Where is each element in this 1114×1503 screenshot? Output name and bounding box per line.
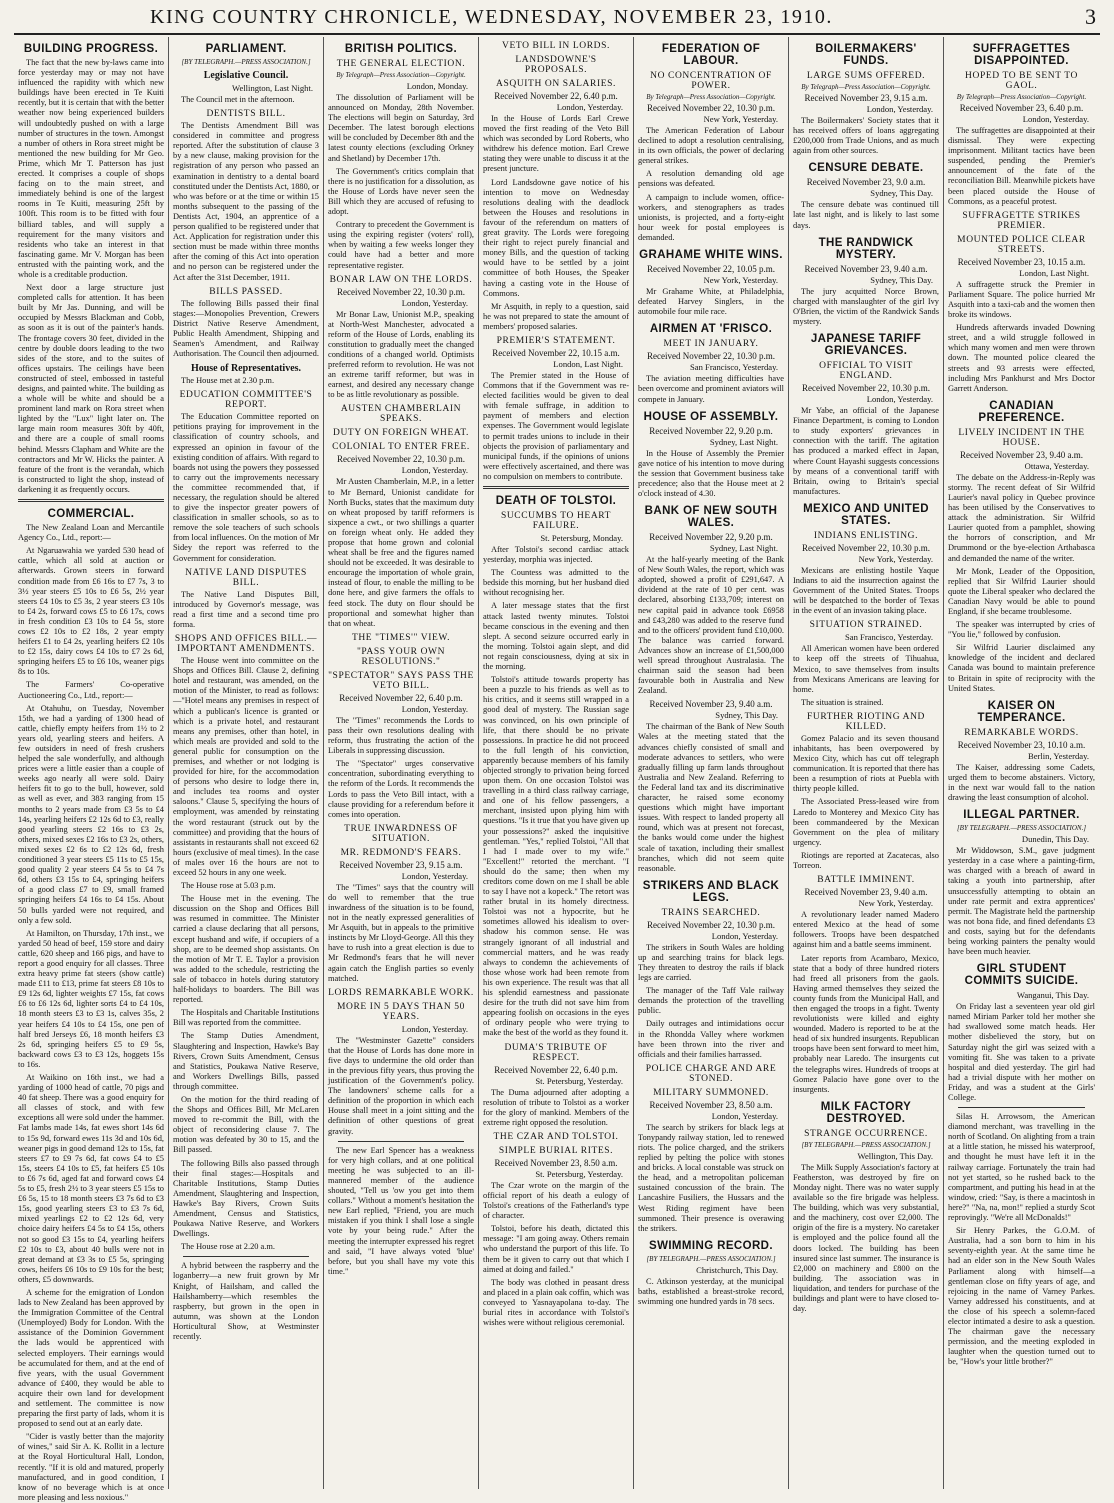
byline: [BY TELEGRAPH.—PRESS ASSOCIATION.] (956, 824, 1087, 833)
byline: By Telegraph—Press Association—Copyright. (956, 93, 1087, 101)
article-paragraph: The Native Land Disputes Bill, introduced by Governor's message, was read a first time and a second time pro forma. (173, 589, 319, 629)
dateline: Sydney, Last Night. (709, 543, 778, 554)
dateline: London, Yesterday. (401, 297, 468, 308)
article-paragraph: The House met at 2.30 p.m. (181, 376, 275, 386)
article-paragraph: The Hospitals and Charitable Institutions Bill was reported from the committee. (173, 1008, 319, 1028)
subhead: THE "TIMES'" VIEW. (351, 632, 451, 643)
received-line: Received November 22, 10.30 p.m. (647, 103, 775, 113)
column-7 (944, 37, 1099, 1489)
dateline: London, Last Night. (553, 358, 623, 369)
column-3 (324, 37, 479, 1489)
subhead: LORDS REMARKABLE WORK. (328, 987, 474, 998)
section-divider (483, 486, 629, 489)
headline-mexico-and-us: MEXICO AND UNITED STATES. (803, 502, 929, 527)
article-paragraph: The "Times" recommends the Lords to pass their own resolutions dealing with reform, thus frustrating the action of the Liberals in suppressing discussion. (328, 715, 474, 756)
article-paragraph: Next door a large structure just completed calls for attention. It has been built by Mr Jas. Dunning, and will be occupied by Messrs Blackman and Cobb, as soon as it is out of the painter's hands. The frontage covers 30 feet, divided in the centre by double doors leading to the two sides of the store, and to the suites of offices upstairs. The ceilings have been constructed of steel, embossed in tasteful designs, and painted white. The building as a whole will be white and should be a prominent land mark on Rora street when lighted by the "Lux" light later on. The large main room measures 30ft by 40ft, and there are a couple of small rooms behind. Messrs Clapham and White are the contractors and Mr W. Hicks the painter. A feature of the front is the verandah, which is constructed to light the shop, instead of darkening it as frequently occurs. (18, 283, 164, 494)
byline: By Telegraph—Press Association—Copyright. (801, 83, 931, 91)
received-line: Received November 23, 9.40 a.m. (804, 887, 928, 898)
article-paragraph: Tolstoi's attitude towards property has been a puzzle to his friends as well as to his critics, and it seems still wrapped in a good deal of mystery. The Russian sage was convinced, on his own principle of life, that there should be no private possessions. In practice he did not proceed to the full length of his conviction, apparently because members of his family objected strongly to privation being forced upon them. On one occasion Tolstoi was travelling in a third class railway carriage, and one of his fellow passengers, a merchant, insisted upon plying him with questions. "Is it true that you have given up your possessions?" asked the inquisitive gentleman. "Yes," replied Tolstoi, "All that I had I made over to my wife." "Excellent!" retorted the merchant. "I should do the same; then when my creditors come down on me I shall be able to say I have not a kopeck." The retort was rather brutal in its homely directness. Tolstoi was not a hypocrite, but he sometimes allowed his idealism to over-shadow his common sense. He was strangely ignorant of all industrial and commercial matters, and he was ready always to condemn the achievements of those whose work had been remote from his own experience. The result was that all his splendid earnestness and passionate desire for the truth did not save him from appearing foolish on occasions in the eyes of ordinary people who were trying to make the best of the world as they found it. (483, 675, 629, 1038)
article-paragraph: The Government's critics complain that there is no justification for a dissolution, as the House of Lords have never seen the Bill which they are accused of refusing to adopt. (328, 166, 474, 217)
article-paragraph: The Associated Press-leased wire from Laredo to Monterey and Mexico City has been commandeered by the Mexican Government on the plea of military urgency. (793, 797, 939, 847)
headline-kaiser-on-temperance: KAISER ON TEMPERANCE. (977, 699, 1066, 724)
subhead: NATIVE LAND DISPUTES BILL. (185, 567, 307, 588)
article-paragraph: Silas H. Arrowsom, the American diamond merchant, was travelling in the north of Scotland. On alighting from a train at a little station, he missed his waterproof, and thought he must have left it in the railway carriage. Fortunately the train had not yet started, so he rushed back to the compartment, and putting his head in at the window, cried: "Say, is there a macintosh in here?" "Na, na, mon!" replied a sturdy Scot reprovingly. "We're all McDonalds!" (948, 1112, 1095, 1223)
headline-house-of-assembly: HOUSE OF ASSEMBLY. (643, 410, 779, 423)
dateline: London, Yesterday. (556, 102, 623, 112)
subhead: MORE IN 5 DAYS THAN 50 YEARS. (336, 1001, 465, 1022)
subhead: ASQUITH ON SALARIES. (496, 79, 616, 89)
article-paragraph: A resolution demanding old age pensions was defeated. (638, 169, 784, 189)
article-paragraph: The debate on the Address-in-Reply was stormy. The recent defeat of Sir Wilfrid Laurier's naval policy in Quebec province has been utilised by the Conservatives to attack the administration. Sir Wilfrid Laurier quoted from a pamphlet, showing the horrors of conscription, and Mr Drummond or the bye-election Arthabasca and demanded the name of the writer. (948, 472, 1095, 563)
subhead: REMARKABLE WORDS. (964, 727, 1079, 738)
article-paragraph: Mr Austen Chamberlain, M.P., in a letter to Mr Bernard, Unionist candidate for North Bucks, states that the maximum duty on wheat proposed by tariff reformers is sixpence a cwt., or two shillings a quarter on foreign wheat only. He added they propose that home grown and colonial wheat shall be free and the figures named should not be exceeded. It was desirable to encourage the importation of whole grain, instead of flour, to enable the milling to be done here, and give farmers the offals to feed stock. The duty on flour should be proportional and somewhat higher than that on wheat. (328, 477, 474, 628)
article-paragraph: Hundreds afterwards invaded Downing street, and a wild struggle followed in which many women and men were thrown down. The mounted police cleared the streets and 93 arrests were effected, including Mrs Pankhurst and Mrs Doctor Garrett Anderson. (948, 323, 1095, 393)
dateline: London, Yesterday. (1022, 114, 1089, 124)
article-paragraph: At Hamilton, on Thursday, 17th inst., we yarded 50 head of beef, 159 store and dairy cattle, 620 sheep and 166 pigs, and have to report a good enquiry for all classes. Three extra heavy prime fat steers (show cattle) made £11 to £13, prime fat steers £8 10s to £9 12s 6d, lighter weights £7 15s, fat cows £6 to £6 12s 6d, lighter sorts £4 to £4 10s, 18 month steers £3 to £3 1s, calves 35s, 2 year heifers £4 10s to £4 15s, one pen of half bred Jerseys £6, 18 month heifers £3 2s 6d, springing heifers £5 to £9 5s, backward cows £3 to £3 12s, hoggets 15s to 16s. (18, 928, 164, 1069)
article-paragraph: The "Spectator" urges conservative concentration, subordinating everything to the reform of the Lords. It recommends the Lords to pass the Veto Bill intact, with a clause providing for a referendum before it comes into operation. (328, 759, 474, 819)
article-paragraph: At Waikino on 16th inst., we had a yarding of 1000 head of cattle, 70 pigs and 40 fat sheep. There was a good enquiry for all classes of stock, and with few exceptions all were sold under the hammer. Fat lambs made 14s, fat ewes short 14s 6d to 15s 9d, forward ewes 11s 3d and 10s 6d, weaner pigs in good demand 12s to 15s, fat steers £7 to £9 7s 6d, fat cows £4 to £5 15s, steers £4 10s to £5, fat heifers £5 10s to £6 7s 6d, aged fat and forward cows £4 5s to £5, fresh 2½ to 3 year steers £5 15s to £6 5s, 15 to 18 month steers £3 7s 6d to £3 15s, good yearling steers £3 to £3 7s 6d, mixed yearlings £2 to £2 12s 6d, very choice dairy heifers £4 5s to £4 15s, others not so good £3 15s to £4, yearling heifers £2 10s to £3, about 40 bulls were not in great demand at £3 3s to £5 5s, springing cows, heifers £6 10s to £9 10s for the best; others, £5 downwards. (18, 1073, 164, 1284)
article-paragraph: Gomez Palacio and its seven thousand inhabitants, has been overpowered by Mexico City, which has cut off telegraph communication. It is reported that there has been a resumption of riots at Puebla with thirty people killed. (793, 733, 939, 794)
article-paragraph: The chairman of the Bank of New South Wales at the meeting stated that the advances chiefly consisted of small and moderate advances to settlers, who were gradually filling up farm lands throughout Australia and New Zealand. Referring to the Federal land tax and its discriminative character, he raised some economy questions which might have important issues. With respect to landed property all round, which was at present not forecast, the banks would come under the highest scale of taxation, including their smallest branches, which did not seem quite reasonable. (638, 722, 784, 873)
subhead: SUCCUMBS TO HEART FAILURE. (500, 511, 612, 531)
subhead: AUSTEN CHAMBERLAIN SPEAKS. (340, 404, 462, 425)
received-line: Received November 22, 10.30 p.m. (337, 286, 465, 297)
article-paragraph: The American Federation of Labour declined to adopt a resolution centralising, in its own officials, the power of declaring general strikes. (638, 126, 784, 166)
article-paragraph: The Milk Supply Association's factory at Featherston, was destroyed by fire on Monday night. There was no water supply available so the fire brigade was helpless. The building, which was very substantial, and the machinery, cost over £2,000. The origin of the fire is a mystery. No caretaker is employed and the police found all the doors locked. The building has been insured since last summer. The insurance is £2,000 on machinery and £800 on the building. The association was in liquidation, and tenders for purchase of the buildings and plant were to have closed to-day. (793, 1162, 939, 1314)
masthead (0, 0, 1114, 34)
received-line: Received November 22, 10.05 p.m. (647, 264, 775, 275)
subhead: MEET IN JANUARY. (663, 339, 759, 350)
article-paragraph: In the House of Assembly the Premier gave notice of his intention to move during the session that Government business take precedence; also that the House meet at 2 o'clock instead of 4.30. (638, 448, 784, 498)
headline-airmen-at-frisco: AIRMEN AT 'FRISCO. (649, 323, 773, 336)
received-line: Received November 23, 9.40 a.m. (960, 449, 1083, 460)
subhead-house-of-representatives: House of Representatives. (190, 363, 302, 375)
newspaper-masthead-title: KING COUNTRY CHRONICLE, WEDNESDAY, NOVEMBER 23, 1910. (150, 6, 833, 28)
dateline: London, Last Night. (1019, 267, 1089, 278)
subhead: COLONIAL TO ENTER FREE. (332, 442, 470, 453)
received-line: Received November 22, 6.40 p.m. (494, 91, 618, 101)
article-paragraph: The jury acquitted Norce Brown, charged with manslaughter of the girl Ivy O'Brien, the victim of the Randwick Sands mystery. (793, 286, 939, 326)
subhead: DUMA'S TRIBUTE OF RESPECT. (504, 1042, 608, 1063)
received-line: Received November 23, 6.40 p.m. (959, 103, 1084, 113)
headline-girl-student-suicide: GIRL STUDENT COMMITS SUICIDE. (964, 963, 1079, 988)
dateline: Sydney, Last Night. (709, 436, 778, 447)
article-paragraph: The New Zealand Loan and Mercantile Agency Co., Ltd., report:— (18, 523, 164, 543)
headline-grahame-white-wins: GRAHAME WHITE WINS. (639, 249, 783, 262)
dateline: San Francisco, Yesterday. (845, 632, 933, 643)
subhead: MILITARY SUMMONED. (653, 1087, 769, 1098)
subhead-legislative-council: Legislative Council. (203, 70, 289, 81)
dateline: London, Yesterday. (401, 870, 468, 881)
subhead: SHOPS AND OFFICES BILL.—IMPORTANT AMENDMENTS. (174, 634, 318, 655)
article-paragraph: The Premier stated in the House of Commons that if the Government was re-elected facilities would be given to deal with female suffrage, in addition to payment of members and election expenses. The Government would legislate to permit trades unions to include in their objects the provision of parliamentary and municipal funds, if the opinions of unions were effectively ascertained, and there was no compulsion on members to contribute. (483, 370, 629, 481)
subhead: MOUNTED POLICE CLEAR STREETS. (957, 234, 1086, 255)
received-line: Received November 22, 10.30 p.m. (802, 542, 930, 553)
article-paragraph: The speaker was interrupted by cries of "You lie," followed by confusion. (948, 620, 1095, 640)
article-paragraph: The body was clothed in peasant dress and placed in a plain oak coffin, which was conveyed to Yasnayapolana to-day. The burial rites in accordance with Tolstoi's wishes were without religious ceremonial. (483, 1277, 629, 1328)
subhead: OFFICIAL TO VISIT ENGLAND. (819, 361, 913, 382)
article-paragraph: A hybrid between the raspberry and the loganberry—a new fruit grown by Mr Knight, of Hailsham, and called the Hailshamberry—which resembles the raspberry, but grown in the open in autumn, was shown at the London Horticultural Show, at Westminster recently. (173, 1261, 319, 1342)
received-line: Received November 22, 10.30 p.m. (647, 351, 775, 362)
article-paragraph: The fact that the new by-laws came into force yesterday may or may not have influenced the rapidity with which new buildings have been erected in Te Kuiti recently, but it is certain that with the better weather now being experienced builders will undoubtedly pushed on with a large number of structures in the town. Amongst a number of others in Rora street might be mentioned the new building for Mr Geo. Prime, which Mr T. Patterson has just erected. It comprises a couple of shops facing on to the main street, and immediately behind is one of the largest rooms in Te Kuiti, measuring 25ft by 100ft. This room is to be fitted with four billiard tables, and will supply a requirement for the many visitors and residents who take an interest in that fascinating game. Mr V. Morgan has been entrusted with the painting work, and the whole is a creditable production. (18, 58, 164, 279)
article-paragraph: Mr Widdowson, S.M., gave judgment yesterday in a case where a painting-firm, was charged with a breach of award in taking a youth into partnership, after unsuccessfully attempting to obtain an under rate permit and extra apprentices' permit. The Magistrate held the partnership was not bona fide, and fined defendants £3 and costs, saying but for the defendants being working painters the penalty would have been much heavier. (948, 846, 1095, 957)
received-line: Received November 22, 6.40 p.m. (494, 1064, 618, 1075)
article-paragraph: After Tolstoi's second cardiac attack yesterday, morphia was injected. (483, 545, 629, 565)
article-paragraph: At the half-yearly meeting of the Bank of New South Wales, the report, which was adopted, showed a profit of £291,647. A dividend at the rate of 10 per cent. was declared, absorbing £133,709; interest on new capital paid in advance took £6958 and £43,280 was added to the reserve fund and to the officers' provident fund £10,000. The balance was carried forward. Advances show an increase of £1,500,000 well spread throughout Australasia. The chairman said the season had been favourable both in Australia and New Zealand. (638, 555, 784, 696)
article-paragraph: The House rose at 2.20 a.m. (181, 1242, 275, 1252)
dateline: St. Petersburg, Yesterday. (535, 1075, 623, 1086)
article-paragraph: The Boilermakers' Society states that it has received offers of loans aggregating £200,000 from Trade Unions, and as much again from other sources. (793, 116, 939, 156)
subhead: PREMIER'S STATEMENT. (496, 335, 616, 346)
article-paragraph: All American women have been ordered to keep off the streets of Tihuahua, Mexico, to save themselves from insults from Mexicans Americans are leaving for home. (793, 644, 939, 694)
received-line: Received November 23, 8.50 a.m. (649, 1099, 773, 1110)
headline-japanese-tariff: JAPANESE TARIFF GRIEVANCES. (810, 333, 922, 358)
article-paragraph: At Otahuhu, on Tuesday, November 15th, we had a yarding of 1300 head of cattle, chiefly empty heifers from 1½ to 2 years old, yearling steers and heifers. A few outsiders in need of fresh crushers helped the sale wonderfully, and although prices were a little easier than a couple of weeks ago nearly all were sold. Dairy heifers fit to go to the bull, however, sold as well as ever, and 383 ranging from 15 months to 2 years made from £3 5s to £4 14s, yearling heifers £2 12s 6d to £3, really good yearling steers £2 16s to £3 2s, others, mixed sexes £2 16s to £3 2s, others, mixed sexes £2 6s to £2 12s 6d, fresh conditioned 3 year steers £5 11s to £5 15s, good quality 2 year steers £4 5s to £4 7s 6d, others £3 15s to £4, springing heifers of a good class £7 to £9, small framed springing heifers £4 16s to £4 15s. About 50 bulls yarded were not required, and only a few sold. (18, 703, 164, 925)
article-paragraph: The search by strikers for black legs at Tonypandy railway station, led to renewed riots. The police charged, and the strikers replied by pelting the police with stones and bricks. A local constable was struck on the head, and a metropolitan policeman sustained concussion of the brain. The Lancashire Fusiliers, the Hussars and the West Riding regiment have been summoned. Their presence is overawing the strikers. (638, 1122, 784, 1233)
headline-boilermakers-funds: BOILERMAKERS' FUNDS. (815, 43, 917, 67)
received-line: Received November 23, 9.40 a.m. (804, 263, 928, 274)
article-paragraph: Lord Landsdowne gave notice of his intention to move on Wednesday resolutions dealing with the deadlock between the Houses and resolutions in favour of the referendum on matters of great gravity. The Lords were foregoing their right to reject purely financial and money Bills, and the question of tacking would have to be settled by a joint committee of both Houses, the Speaker having a casting vote in the House of Commons. (483, 177, 629, 298)
article-paragraph: "Cider is vastly better than the majority of wines," said Sir A. K. Rollit in a lecture at the Royal Horticultural Hall, London, recently. "If it is old and matured, properly manufactured, and in good condition, I know of no beverage which is at once more pleasing and less noxious." (18, 1432, 164, 1502)
subhead: TRUE INWARDNESS OF SITUATION. (344, 823, 458, 844)
subhead: SIMPLE BURIAL RITES. (498, 1145, 614, 1156)
column-2 (169, 37, 324, 1489)
received-line: Received November 22, 10.15 a.m. (492, 347, 620, 358)
article-paragraph: On the motion for the third reading of the Shops and Offices Bill, Mr McLaren moved to re-commit the Bill, with the object of reconsidering clause 7. The motion was defeated by 30 to 15, and the Bill passed. (173, 1094, 319, 1155)
dateline: San Francisco, Yesterday. (690, 362, 778, 373)
article-paragraph: The Farmers' Co-operative Auctioneering Co., Ltd., report:— (18, 680, 164, 700)
received-line: Received November 22, 6.40 p.m. (339, 692, 463, 703)
byline: [BY TELEGRAPH.—PRESS ASSOCIATION.] (181, 58, 311, 66)
article-paragraph: The "Westminster Gazette" considers that the House of Lords has done more in five days to undermine the old order than in the previous fifty years, thus proving the justification of the Government's policy. The landowners' scheme calls for a definition of the proportion in which each House shall meet in a joint sitting and the definition of other questions of great gravity. (328, 1035, 474, 1136)
subhead: NO CONCENTRATION OF POWER. (650, 71, 772, 91)
received-line: Received November 23, 9.0 a.m. (806, 177, 926, 188)
article-paragraph: The House rose at 5.03 p.m. (181, 881, 276, 891)
received-line: Received November 23, 9.15 a.m. (804, 93, 928, 103)
headline-canadian-preference: CANADIAN PREFERENCE. (978, 399, 1065, 424)
article-paragraph: Mexicans are enlisting hostile Yaque Indians to aid the insurrection against the Government of the United States. Troops will be despatched to the border of Texas in the event of an invasion taking place. (793, 565, 939, 616)
article-paragraph: The Council met in the afternoon. (181, 95, 295, 104)
received-line: Received November 22, 10.30 p.m. (802, 383, 930, 394)
masthead-rule (14, 33, 1100, 35)
subhead: MR. REDMOND'S FEARS. (340, 847, 462, 858)
article-paragraph: A suffragette struck the Premier in Parliament Square. The police hurried Mr Asquith into a taxi-cab and the women then broke its windows. (948, 279, 1095, 320)
subhead: FURTHER RIOTING AND KILLED. (807, 711, 925, 732)
dateline: London, Yesterday. (711, 930, 778, 941)
subhead: VETO BILL IN LORDS. (502, 41, 610, 51)
article-paragraph: C. Atkinson yesterday, at the municipal baths, established a breast-stroke record, swimming one hundred yards in 78 secs. (638, 1276, 784, 1307)
headline-parliament: PARLIAMENT. (205, 43, 287, 55)
column-5 (634, 37, 789, 1489)
subhead: SITUATION STRAINED. (809, 620, 923, 631)
section-divider (183, 1256, 309, 1257)
byline: [BY TELEGRAPH.—PRESS ASSOCIATION.] (646, 1254, 776, 1263)
article-paragraph: A later message states that the first attack lasted twenty minutes. Tolstoi became conscious in the evening and then slept. A second seizure occurred early in the morning. Tolstoi again slept, and did not regain consciousness, dying at six in the morning. (483, 601, 629, 672)
headline-building-progress: BUILDING PROGRESS. (23, 43, 159, 55)
subhead: LARGE SUMS OFFERED. (806, 71, 926, 81)
headline-commercial: COMMERCIAL. (47, 508, 135, 521)
dateline: London, Yesterday. (401, 1023, 468, 1034)
dateline: St. Petersburg, Monday. (540, 533, 623, 543)
dateline: Sydney, This Day. (870, 274, 933, 285)
dateline: Dunedin, This Day. (1021, 834, 1089, 845)
subhead: "SPECTATOR" SAYS PASS THE VETO BILL. (328, 670, 474, 691)
article-paragraph: Daily outrages and intimidations occur in the Rhondda Valley where workmen have been thrown into the river and officials and their families harrassed. (638, 1019, 784, 1059)
article-paragraph: The strikers in South Wales are holding up and searching trains for black legs. They threaten to destroy the rails if black legs are carried. (638, 942, 784, 983)
dateline: New York, Yesterday. (703, 114, 778, 124)
subhead: BONAR LAW ON THE LORDS. (329, 274, 473, 285)
dateline: Wellington, Last Night. (232, 83, 313, 93)
article-paragraph: The dissolution of Parliament will be announced on Monday, 28th November. The elections will begin on Saturday, 3rd December. The latest borough elections will be concluded by December 8th and the latest county elections (excluding Orkney and Shetland) by December 17th. (328, 93, 474, 163)
subhead: BILLS PASSED. (209, 286, 283, 297)
section-divider (338, 1141, 464, 1142)
article-paragraph: Later reports from Acambaro, Mexico, state that a body of three hundred rioters had freed all prisoners from the gaols. Having armed themselves they seized the county funds from the Municipal Hall, and then engaged the troops in a fight. Twenty revolutionists were killed and eighty wounded. Madero is reported to be at the head of six hundred insurgents. Republican troops have been sent forward to meet him, probably near Laredo. The insurgents cut the telegraphs wires. Hundreds of troops at Gomez Palacio have gone over to the insurgents. (793, 953, 939, 1094)
dateline: Ottawa, Yesterday. (1024, 460, 1089, 471)
article-paragraph: The censure debate was continued till late last night, and is likely to last some days. (793, 200, 939, 230)
subhead: TRAINS SEARCHED. (661, 907, 761, 918)
received-line: Received November 23, 8.50 a.m. (494, 1157, 618, 1168)
article-paragraph: The situation is strained. (801, 697, 884, 707)
subhead: POLICE CHARGE AND ARE STONED. (645, 1063, 777, 1084)
article-paragraph: The suffragettes are disappointed at their dismissal. They were expecting imprisonment. Militant tactics have been suspended, pending the Premier's announcement of the fate of the reconciliation Bill. Meanwhile pickets have been placed outside the House of Commons, as a peaceful protest. (948, 126, 1095, 206)
column-4 (479, 37, 634, 1489)
headline-strikers-and-black-legs: STRIKERS AND BLACK LEGS. (642, 879, 780, 904)
dateline: London, Yesterday. (866, 394, 933, 405)
dateline: Sydney, This Day. (870, 188, 933, 199)
received-line: Received November 23, 9.40 a.m. (649, 699, 773, 710)
received-line: Received November 22, 9.20 p.m. (649, 532, 773, 543)
article-paragraph: The Stamp Duties Amendment, Slaughtering and Inspection, Hawke's Bay Rivers, Crown Suits Amendment, Census and Statistics, Poukawa Native Reserve, and Workers Dwellings Bills, passed through committee. (173, 1031, 319, 1091)
dateline: Wanganui, This Day. (1016, 990, 1089, 1001)
article-paragraph: A campaign to include women, office-workers, and stenographers as trades unionists, is projected, and a forty-eight hour week for postal employees is demanded. (638, 192, 784, 242)
subhead: DUTY ON FOREIGN WHEAT. (333, 428, 469, 439)
page-number: 3 (1085, 4, 1096, 29)
article-paragraph: Mr Bonar Law, Unionist M.P., speaking at North-West Manchester, advocated a reform of the House of Lords, enabling its constitution to gradually meet the changed conditions of a changed world. Optimists preferred reform to revolution. He was not an extreme tariff reformer, but was in earnest, and desired any necessary change to be as little revolutionary as possible. (328, 309, 474, 400)
subhead: THE CZAR AND TOLSTOI. (493, 1131, 619, 1142)
article-paragraph: Mr Yabe, an official of the Japanese Finance Department, is coming to London to study exporters' grievances in connection with the tariff. The agitation has produced a marked effect in Japan, where Count Hayashi suggests concessions by means of a conventional tariff with Britain, owing to Britain's special manufactures. (793, 406, 939, 496)
dateline: St. Petersburg, Yesterday. (535, 1168, 623, 1179)
article-paragraph: The Duma adjourned after adopting a resolution of tribute to Tolstoi as a worker for the glory of mankind. Members of the extreme right opposed the resolution. (483, 1087, 629, 1127)
dateline: London, Yesterday. (401, 465, 468, 476)
section-divider (958, 1107, 1085, 1108)
headline-randwick-mystery: THE RANDWICK MYSTERY. (818, 236, 914, 261)
dateline: London, Yesterday. (866, 104, 933, 114)
article-paragraph: The Dentists Amendment Bill was considered in committee and progress reported. After the substitution of clause 3 by a new clause, making provision for the registration of any person who passed an examination in dentistry to a dental board constituted under the Dentists Act, 1880, or who was before or at the time or within 15 months subsequent to the passing of the Dentists Act, 1904, an apprentice of a person qualified to be registered under that Act. Application for registration under this section must be made within three months after the coming of this Act into operation and no person can be registered under the Act after the 31st December, 1911. (173, 121, 319, 282)
article-paragraph: In the House of Lords Earl Crewe moved the first reading of the Veto Bill which was seconded by Lord Roberts, who withdrew his defence motion. Earl Crewe stating they were unable to discuss it at the present juncture. (483, 114, 629, 174)
article-paragraph: Contrary to precedent the Government is using the expiring register (voters' roll), when by waiting a few weeks longer they could have had a better and more representative register. (328, 220, 474, 270)
dateline: Christchurch, This Day. (696, 1264, 778, 1275)
column-1 (14, 37, 169, 1502)
article-paragraph: Mr Monk, Leader of the Opposition, replied that Sir Wilfrid Laurier should quote the Liberal speaker who declared the Canadian Navy would be able to pound England, if she became troublesome. (948, 566, 1095, 616)
headline-death-of-tolstoi: DEATH OF TOLSTOI. (495, 495, 617, 507)
dateline: London, Monday. (406, 81, 468, 91)
subhead: "PASS YOUR OWN RESOLUTIONS." (356, 646, 446, 667)
dateline: Sydney, This Day. (715, 710, 778, 721)
byline: [BY TELEGRAPH.—PRESS ASSOCIATION.] (801, 1140, 931, 1149)
article-paragraph: On Friday last a seventeen year old girl named Miriam Parker told her mother she had swallowed some match heads. Her mother disbelieved the story, but on Saturday night the girl was seized with a vomiting fit. She was taken to a private hospital and died yesterday. The girl had had a trivial dispute with her mother on Friday, and was a student at the Girls' College. (948, 1002, 1095, 1102)
article-paragraph: The Kaiser, addressing some Cadets, urged them to become abstainers. Victory, in the next war would fall to the nation drawing the least consumption of alcohol. (948, 762, 1095, 803)
article-paragraph: Mr Grahame White, at Philadelphia, defeated Harvey Singlers, in the automobile four mile race. (638, 287, 784, 317)
received-line: Received November 22, 10.30 p.m. (337, 454, 465, 465)
column-6 (789, 37, 944, 1489)
article-paragraph: At Ngaruawahia we yarded 530 head of cattle, which all sold at auction or afterwards. Grown steers in forward condition made from £6 16s to £7 7s, 3 to 3½ year steers £5 10s to £6 5s, 2½ year steers £4 10s to £5 3s, 2 year steers £3 10s to £4 2s, forward cows £5 to £6 17s, cows in fresh condition £3 10s to £4 5s, store cows £2 10s to £2 18s, 2 year empty heifers £1 to £4 2s, yearling heifers £2 10s to £2 15s, dairy cows £4 10s to £7 2s 6d, springing heifers £5 to £6 10s, weaner pigs 8s to 10s. (18, 546, 164, 677)
headline-federation-of-labour: FEDERATION OF LABOUR. (661, 43, 761, 67)
subhead: LANDSDOWNE'S PROPOSALS. (515, 55, 597, 75)
article-paragraph: The following Bills passed their final stages:—Monopolies Prevention, Crewers District Native Reserve Amendment, Public Health Amendment, Shipping and Seamen's Amendment, and Railway Authorisation. The Council then adjourned. (173, 298, 319, 359)
article-paragraph: Mr Asquith, in reply to a question, said he was not prepared to state the amount of members' proposed salaries. (483, 301, 629, 331)
section-divider (18, 499, 164, 502)
dateline: New York, Yesterday. (858, 553, 933, 564)
received-line: Received November 22, 10.30 p.m. (647, 919, 775, 930)
received-line: Received November 23, 10.15 a.m. (957, 256, 1086, 267)
article-paragraph: Sir Wilfrid Laurier disclaimed any knowledge of the incident and declared Canada was bound to maintain preference to Britain in spite of reciprocity with the United States. (948, 643, 1095, 693)
columns-container (14, 37, 1102, 1502)
article-paragraph: The new Earl Spencer has a weakness for very high collars, and at one political meeting he was subjected to an ill-mannered member of the audience shouted, "Tell us 'ow you get into them collars." Without a moment's hesitation the new Earl replied, "Friend, you are much mistaken if you think I shall lose a single vote by your being rude." After the meeting the interrupter expressed his regret and said, "I have always voted 'blue' before, but you shall have my vote this time." (328, 1145, 474, 1276)
received-line: Received November 23, 9.15 a.m. (339, 859, 463, 870)
article-paragraph: The House met in the evening. The discussion on the Shop and Offices Bill was resumed in committee. The Minister carried a clause declaring that all persons, except husband and wife, if occupiers of a shop, are to be deemed shop assistants. On the motion of Mr T. E. Taylor a provision was added to the schedule, restricting the sale of tobacco in hotels during statutory half-holidays to boarders. The Bill was reported. (173, 894, 319, 1005)
headline-british-politics: BRITISH POLITICS. (344, 43, 458, 55)
subhead: STRANGE OCCURRENCE. (804, 1128, 928, 1139)
subhead: HOPED TO BE SENT TO GAOL. (965, 71, 1078, 91)
article-paragraph: The manager of the Taff Vale railway demands the protection of the travelling public. (638, 986, 784, 1016)
byline: By Telegraph—Press Association—Copyright. (646, 93, 776, 101)
article-paragraph: Riotings are reported at Zacatecas, also Torreon. (793, 850, 939, 871)
subhead: LIVELY INCIDENT IN THE HOUSE. (958, 427, 1085, 448)
headline-censure-debate: CENSURE DEBATE. (808, 162, 924, 175)
article-paragraph: A scheme for the emigration of London lads to New Zealand has been approved by the Immigration Committee of the Central (Unemployed) Body for London. With the assistance of the Dominion Government the lads would be apprenticed with selected employers. Their earnings would be accumulated for them, and at the end of five years, with the usual Government advance of £400, they would be able to acquire their own land for development and settlement. The committee is now preparing the first party of lads, whom it is proposed to send out at an early date. (18, 1287, 164, 1429)
dateline: New York, Yesterday. (858, 898, 933, 909)
article-paragraph: The Countess was admitted to the bedside this morning, but her husband died without recognising her. (483, 568, 629, 598)
article-paragraph: The following Bills also passed through their final stages:—Hospitals and Charitable Institutions, Stamp Duties Amendment, Slaughtering and Inspection, Hawke's Bay Rivers, Crown Suits Amendment, Census and Statistics, Poukawa Native Reserve, and Workers Dwellings. (173, 1158, 319, 1239)
headline-swimming-record: SWIMMING RECORD. (649, 1239, 773, 1252)
dateline: Wellington, This Day. (857, 1150, 933, 1161)
subhead: EDUCATION COMMITTEE'S REPORT. (179, 390, 313, 411)
headline-illegal-partner: ILLEGAL PARTNER. (963, 809, 1080, 822)
dateline: Berlin, Yesterday. (1027, 750, 1089, 761)
dateline: London, Yesterday. (711, 1110, 778, 1121)
article-paragraph: Sir Henry Parkes, the G.O.M. of Australia, had a son born to him in his seventy-eighth year. At the same time he had an elder son in the New South Wales Parliament along with himself—a gentleman close on fifty years of age, and rejoicing in the name of Varney Parkes. Varney addressed his constituents, and at the close of his speech a solemn-faced elector intimated a desire to ask a question. The chairman gave the necessary permission, and the meeting exploded in laughter when the question turned out to be, "How's your little brother?" (948, 1226, 1095, 1367)
article-paragraph: The Czar wrote on the margin of the official report of his death a eulogy of Tolstoi's creations of the Fatherland's type of character. (483, 1180, 629, 1221)
headline-suffragettes-disappointed: SUFFRAGETTES DISAPPOINTED. (972, 43, 1071, 67)
article-paragraph: The aviation meeting difficulties have been overcome and prominent aviators will compete in January. (638, 374, 784, 404)
subhead: BATTLE IMMINENT. (817, 875, 915, 886)
article-paragraph: The Education Committee reported on petitions praying for improvement in the classification of country schools, and expressed an opinion in favour of the existing condition of affairs. With regard to boards not using the powers they possessed to carry out the improvements necessary the committee recommended that, if necessary, the regulation should be altered to give the inspector greater powers of classification in smaller schools, so as to remove the sole teachers of such schools from local influences. On the motion of Mr Sidey the report was referred to the Government for consideration. (173, 412, 319, 563)
article-paragraph: Tolstoi, before his death, dictated this message: "I am going away. Others remain who understand the purport of this life. To them be it given to carry out that which I aimed at doing and failed." (483, 1224, 629, 1274)
dateline: New York, Yesterday. (703, 275, 778, 286)
dateline: London, Yesterday. (401, 703, 468, 714)
received-line: Received November 22, 9.20 p.m. (649, 425, 773, 436)
byline: By Telegraph—Press Association—Copyright. (336, 71, 466, 79)
article-paragraph: The House went into committee on the Shops and Offices Bill. Clause 2, defining hotel and restaurant, was amended, on the motion of the Minister, to read as follows:—"Hotel means any premises in respect of which a publican's licence is granted or which is a private hotel, and restaurant means any premises, other than hotel, in which meals are provided and sold to the general public for consumption on the premises, and whether or not lodging is provided for hire, for the accommodation of persons who desire to lodge there in, and includes tea rooms and oyster saloons." Clause 5, specifying the hours of employment, was amended by reinstating the word restaurant (struck out by the committee) and providing that the hours of assistants in restaurants shall not exceed 62 hours (exclusive of meal times). In the case of males over 16 the hours are not to exceed 52 hours in any one week. (173, 656, 319, 877)
subhead: SUFFRAGETTE STRIKES PREMIER. (962, 210, 1081, 231)
received-line: Received November 23, 10.10 a.m. (957, 739, 1086, 750)
subhead: INDIANS ENLISTING. (813, 530, 919, 541)
subhead: THE GENERAL ELECTION. (336, 59, 466, 69)
article-paragraph: The "Times" says that the country will do well to remember that the true inwardness of the situation is to be found, not in the neatly expressed generalities of Mr Asquith, but in appeals to the primitive instincts by Mr Lloyd-George. All this they have to rush into a great election is due to Mr Redmond's fears that he will never again catch the English parties so evenly matched. (328, 882, 474, 983)
subhead: DENTISTS BILL. (206, 109, 286, 120)
headline-milk-factory-destroyed: MILK FACTORY DESTROYED. (820, 1100, 912, 1125)
headline-bank-of-nsw: BANK OF NEW SOUTH WALES. (644, 505, 778, 530)
article-paragraph: A revolutionary leader named Madero entered Mexico at the head of some followers. Troops have been despatched against him and a battle seems imminent. (793, 910, 939, 950)
